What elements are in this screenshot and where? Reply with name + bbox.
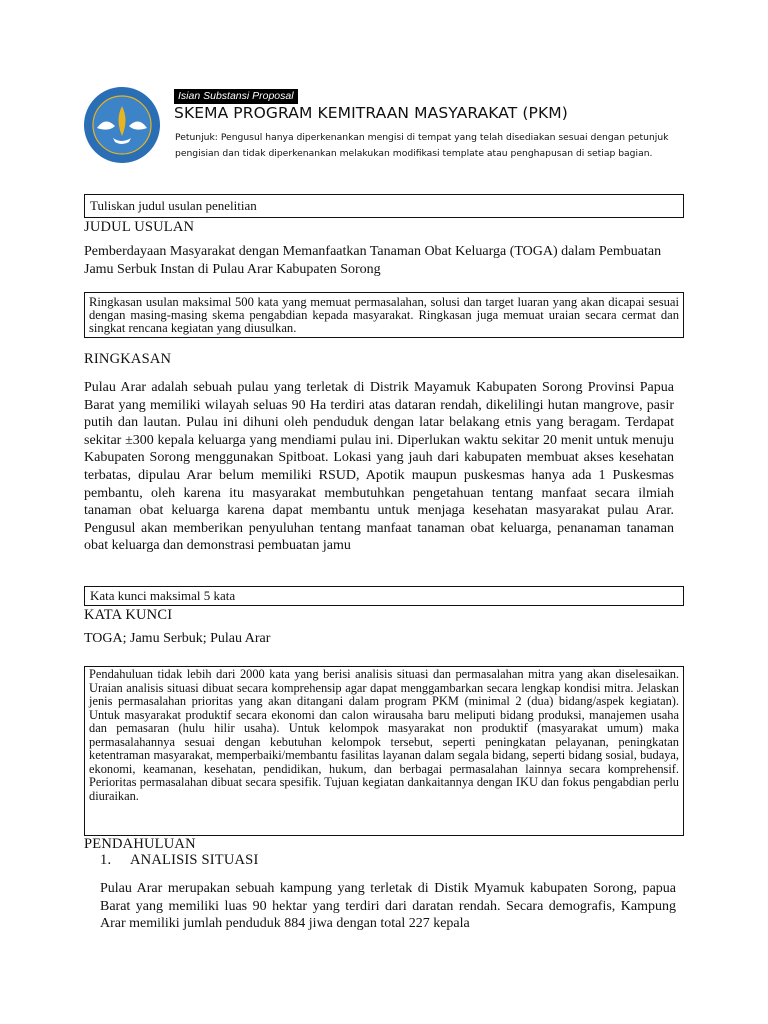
subsection-title: ANALISIS SITUASI bbox=[130, 852, 259, 868]
proposal-section-label: Isian Substansi Proposal bbox=[174, 89, 298, 104]
page-title: SKEMA PROGRAM KEMITRAAN MASYARAKAT (PKM) bbox=[174, 104, 568, 122]
judul-content: Pemberdayaan Masyarakat dengan Memanfaatkan Tanaman Obat Keluarga (TOGA) dalam Pembuatan Jamu Serbuk Instan di Pulau Arar Kabupaten Sorong bbox=[84, 244, 662, 277]
pendahuluan-instruction-box: Pendahuluan tidak lebih dari 2000 kata yang berisi analisis situasi dan permasalahan mitra yang akan diselesaikan. Uraian analisis situasi dibuat secara komprehensip agar dapat menggambarkan secara lengkap kondisi mitra. Jelaskan jenis permasalahan prioritas yang akan ditangani dalam program PKM (minimal 2 (dua) bidang/aspek kegiatan). Untuk masyarakat produktif secara ekonomi dan calon wirausaha baru meliputi bidang produksi, manajemen usaha dan pemasaran (hulu hilir usaha). Untuk kelompok masyarakat non produktif (masyarakat umum) maka permasalahannya sesuai dengan kebutuhan kelompok tersebut, seperti peningkatan pelayanan, peningkatan ketentraman masyarakat, memperbaiki/membantu fasilitas layanan dalam segala bidang, seperti bidang sosial, budaya, ekonomi, keamanan, kesehatan, pendidikan, hukum, dan berbagai permasalahan lainnya secara komprehensif. Perioritas permasalahan dibuat secara spesifik. Tujuan kegiatan dankaitannya dengan IKU dan fokus pengabdian perlu diuraikan. bbox=[84, 666, 684, 836]
kata-kunci-heading: KATA KUNCI bbox=[84, 607, 173, 623]
kata-kunci-content: TOGA; Jamu Serbuk; Pulau Arar bbox=[84, 631, 271, 646]
kata-kunci-instruction-box: Kata kunci maksimal 5 kata bbox=[84, 586, 684, 606]
instructions-note: Petunjuk: Pengusul hanya diperkenankan mengisi di tempat yang telah disediakan sesuai dengan petunjuk pengisian dan tidak diperkenankan melakukan modifikasi template atau penghapusan di setiap bagian. bbox=[175, 132, 669, 159]
university-emblem-icon bbox=[83, 86, 161, 164]
ringkasan-content: Pulau Arar adalah sebuah pulau yang terletak di Distrik Mayamuk Kabupaten Sorong Provinsi Papua Barat yang memiliki wilayah seluas 90 Ha terdiri atas dataran rendah, dikelilingi hutan mangrove, pasir putih dan lautan. Pulau ini dihuni oleh penduduk dengan latar belakang etnis yang beragam. Terdapat sekitar ±300 kepala keluarga yang mendiami pulau ini. Diperlukan waktu sekitar 20 menit untuk menuju Kabupaten Sorong menggunakan Spitboat. Lokasi yang jauh dari kabupaten membuat akses kesehatan terbatas, dipulau Arar belum memiliki RSUD, Apotik maupun puskesmas hanya ada 1 Puskesmas pembantu, oleh karena itu masyarakat membutuhkan pengetahuan tentang manfaat secara ilmiah tanaman obat keluarga karena dapat membantu untuk menjaga kesehatan masyarakat pulau Arar. Pengusul akan memberikan penyuluhan tentang manfaat tanaman obat keluarga, penanaman tanaman obat keluarga dan demonstrasi pembuatan jamu bbox=[84, 380, 674, 554]
subsection-number: 1. bbox=[100, 852, 112, 868]
ringkasan-heading: RINGKASAN bbox=[84, 351, 172, 367]
judul-heading: JUDUL USULAN bbox=[84, 219, 195, 235]
judul-instruction-box: Tuliskan judul usulan penelitian bbox=[84, 194, 684, 218]
pendahuluan-heading: PENDAHULUAN bbox=[84, 836, 196, 852]
analisis-situasi-content: Pulau Arar merupakan sebuah kampung yang terletak di Distik Myamuk kabupaten Sorong, papua Barat yang memiliki luas 90 hektar yang terdiri dari daratan rendah. Secara demografis, Kampung Arar memiliki jumlah penduduk 884 jiwa dengan total 227 kepala bbox=[100, 881, 676, 932]
ringkasan-instruction-box: Ringkasan usulan maksimal 500 kata yang memuat permasalahan, solusi dan target luaran yang akan dicapai sesuai dengan masing-masing skema pengabdian kepada masyarakat. Ringkasan juga memuat uraian secara cermat dan singkat rencana kegiatan yang diusulkan. bbox=[84, 292, 684, 338]
